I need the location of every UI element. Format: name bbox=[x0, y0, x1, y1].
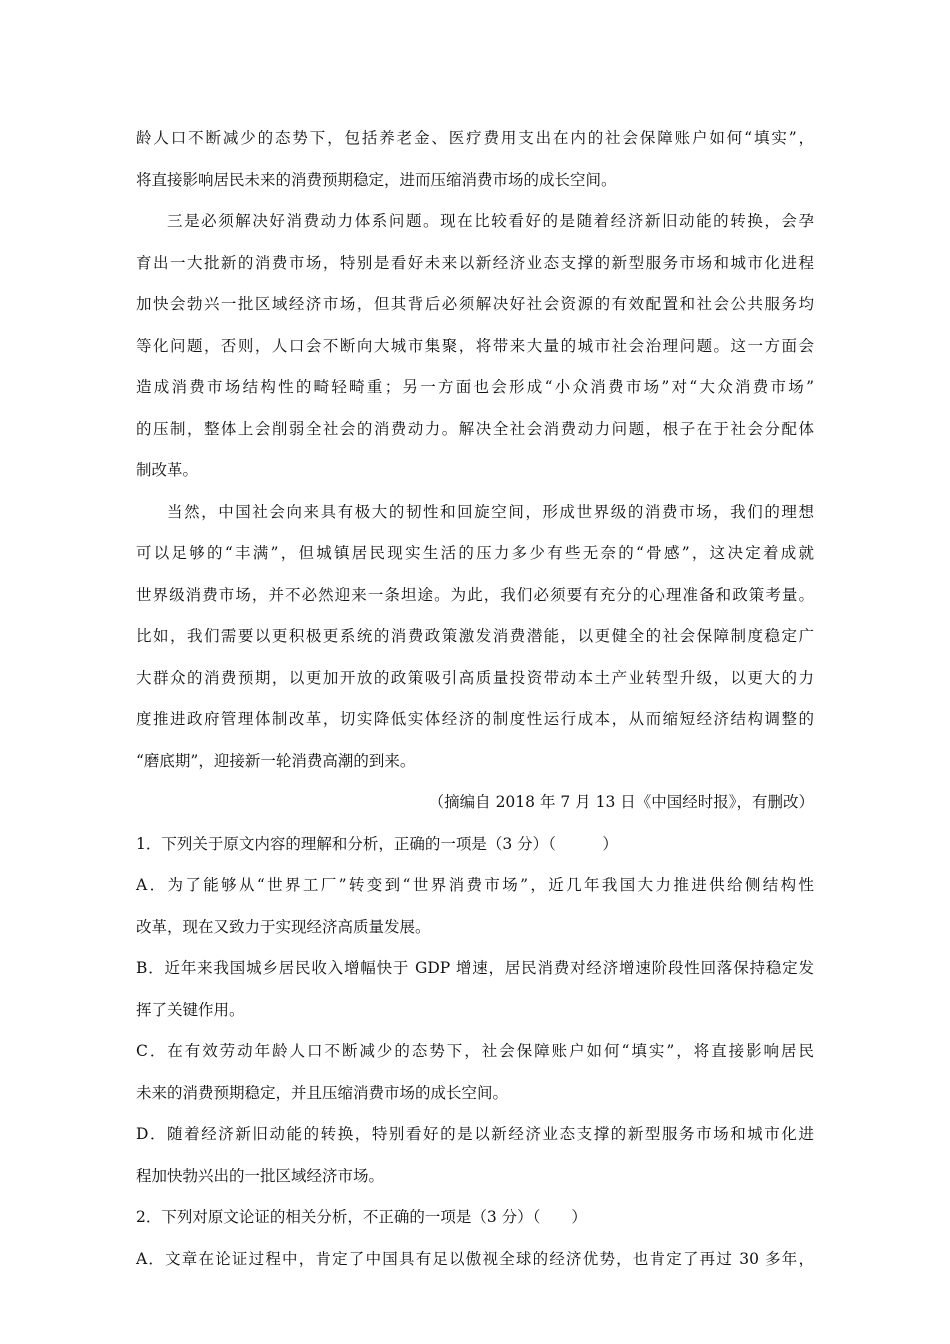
text-line: 可以足够的“丰满”，但城镇居民现实生活的压力多少有些无奈的“骨感”，这决定着成就 bbox=[136, 544, 814, 562]
text-line: 加快会勃兴一批区域经济市场，但其背后必须解决好社会资源的有效配置和社会公共服务均 bbox=[136, 295, 814, 313]
text-line: B．近年来我国城乡居民收入增幅快于 GDP 增速，居民消费对经济增速阶段性回落保持稳定发 bbox=[136, 959, 814, 977]
text-line: D．随着经济新旧动能的转换，特别看好的是以新经济业态支撑的新型服务市场和城市化进 bbox=[136, 1125, 814, 1143]
option-d bbox=[136, 1114, 814, 1197]
text-line: 比如，我们需要以更积极更系统的消费政策激发消费潜能，以更健全的社会保障制度稳定广 bbox=[136, 627, 814, 645]
paragraph-p3 bbox=[136, 492, 814, 783]
text-line: A．为了能够从“世界工厂”转变到“世界消费市场”，近几年我国大力推进供给侧结构性 bbox=[136, 876, 814, 894]
text-line: 将直接影响居民未来的消费预期稳定，进而压缩消费市场的成长空间。 bbox=[136, 170, 617, 189]
text-line: A．文章在论证过程中，肯定了中国具有足以傲视全球的经济优势，也肯定了再过 30 多年， bbox=[136, 1249, 814, 1268]
text-line: 等化问题，否则，人口会不断向大城市集聚，将带来大量的城市社会治理问题。这一方面会 bbox=[136, 336, 814, 355]
text-line: 造成消费市场结构性的畸轻畸重；另一方面也会形成“小众消费市场”对“大众消费市场” bbox=[136, 378, 814, 396]
text-line: 改革，现在又致力于实现经济高质量发展。 bbox=[136, 917, 431, 936]
text-line: 的压制，整体上会削弱全社会的消费动力。解决全社会消费动力问题，根子在于社会分配体 bbox=[136, 419, 814, 438]
text-line: 当然，中国社会向来具有极大的韧性和回旋空间，形成世界级的消费市场，我们的理想 bbox=[167, 502, 814, 521]
text-line: 挥了关键作用。 bbox=[136, 1000, 245, 1019]
text-line: 三是必须解决好消费动力体系问题。现在比较看好的是随着经济新旧动能的转换，会孕 bbox=[167, 212, 814, 230]
text-line: 育出一大批新的消费市场，特别是看好未来以新经济业态支撑的新型服务市场和城市化进程 bbox=[136, 253, 814, 272]
source-citation: （摘编自 2018 年 7 月 13 日《中国经时报》，有删改） bbox=[428, 793, 814, 811]
question-1 bbox=[136, 824, 814, 1198]
text-line: 度推进政府管理体制改革，切实降低实体经济的制度性运行成本，从而缩短经济结构调整的 bbox=[136, 710, 814, 728]
paragraph-p2 bbox=[136, 201, 814, 492]
option-a bbox=[136, 1239, 814, 1281]
question-2 bbox=[136, 1197, 814, 1280]
question-stem: 2．下列对原文论证的相关分析，不正确的一项是（3 分）（ ） bbox=[136, 1208, 587, 1226]
option-b bbox=[136, 948, 814, 1031]
text-line: C．在有效劳动年龄人口不断减少的态势下，社会保障账户如何“填实”，将直接影响居民 bbox=[136, 1042, 814, 1060]
text-line: 龄人口不断减少的态势下，包括养老金、医疗费用支出在内的社会保障账户如何“填实”， bbox=[136, 129, 814, 147]
option-c bbox=[136, 1031, 814, 1114]
option-a bbox=[136, 865, 814, 948]
text-line: 程加快勃兴出的一批区域经济市场。 bbox=[136, 1166, 385, 1185]
text-line: “磨底期”，迎接新一轮消费高潮的到来。 bbox=[136, 751, 416, 770]
text-line: 大群众的消费预期，以更加开放的政策吸引高质量投资带动本土产业转型升级，以更大的力 bbox=[136, 668, 814, 687]
question-stem: 1．下列关于原文内容的理解和分析，正确的一项是（3 分）（ ） bbox=[136, 834, 618, 853]
paragraph-p1 bbox=[136, 118, 814, 201]
text-line: 制改革。 bbox=[136, 461, 199, 479]
text-line: 未来的消费预期稳定，并且压缩消费市场的成长空间。 bbox=[136, 1083, 509, 1102]
text-line: 世界级消费市场，并不必然迎来一条坦途。为此，我们必须要有充分的心理准备和政策考量。 bbox=[136, 585, 814, 604]
